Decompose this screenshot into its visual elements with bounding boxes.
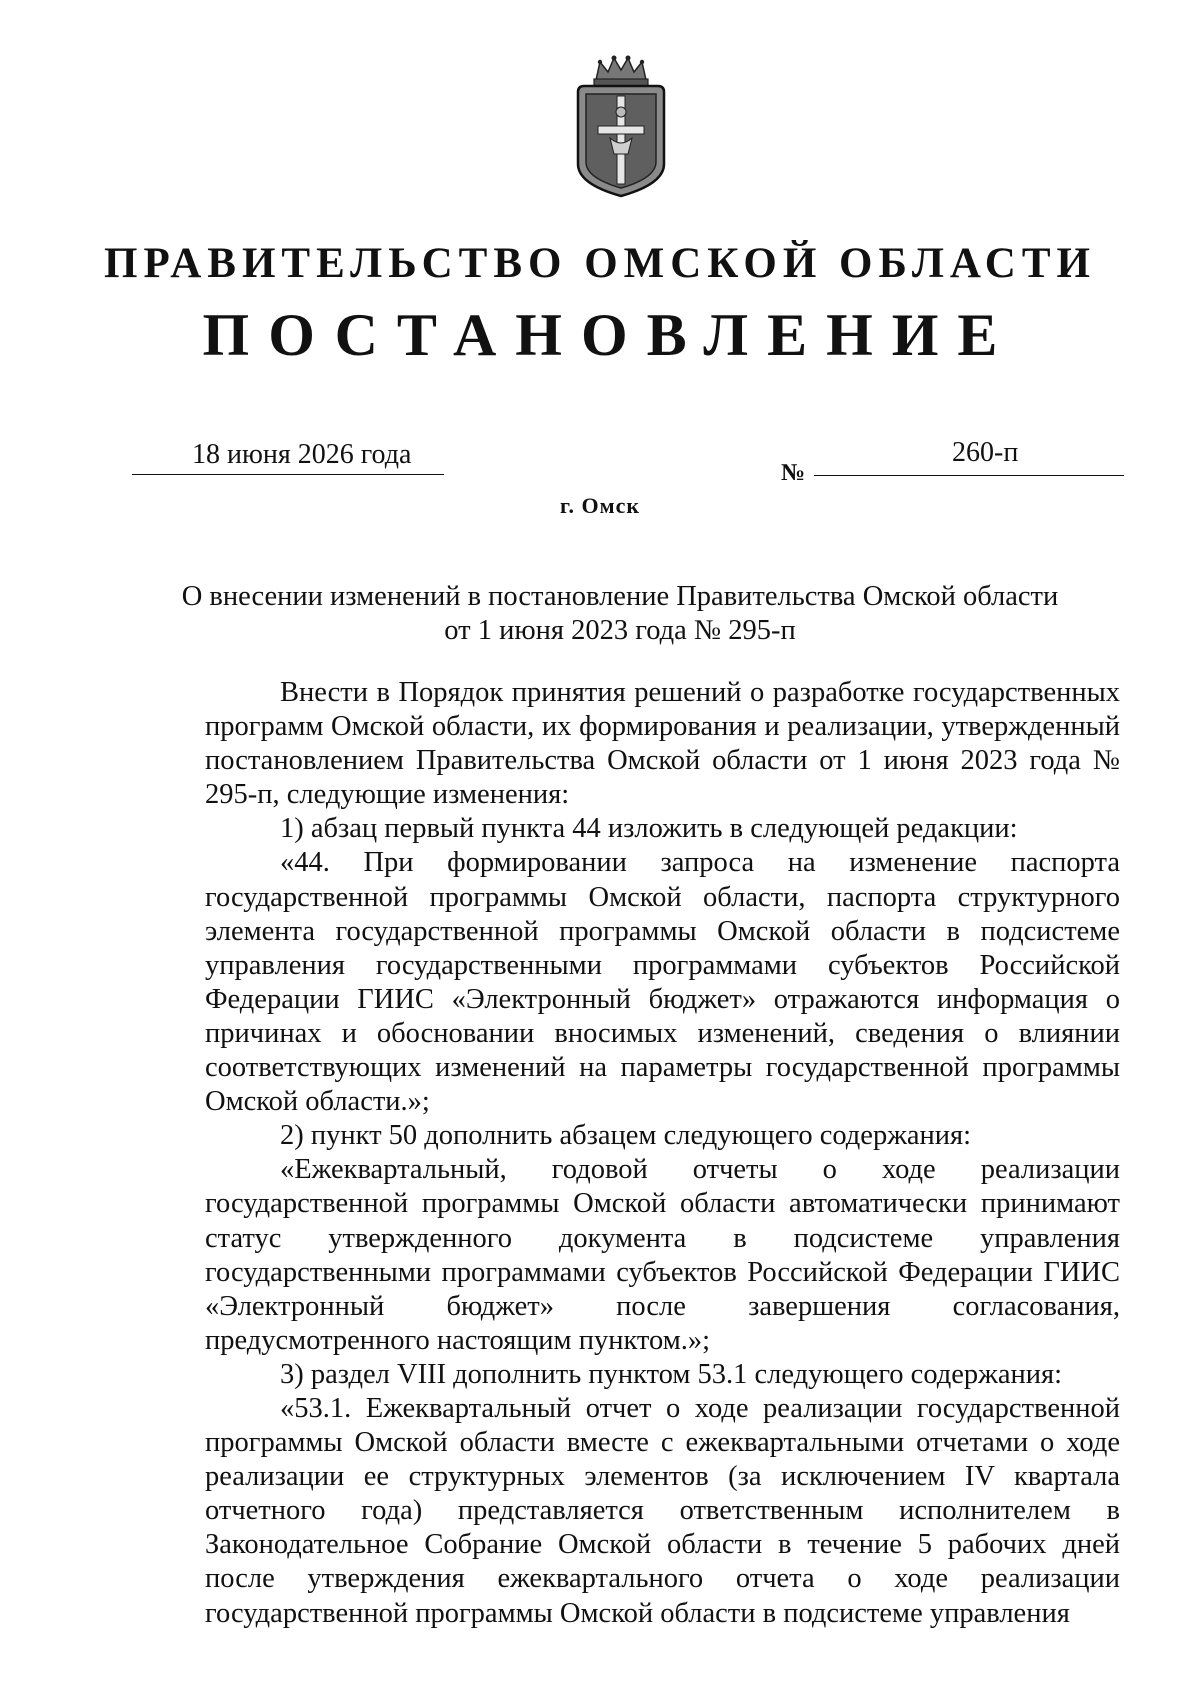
document-number: 260-п (952, 437, 1019, 468)
title-line-1: О внесении изменений в постановление Правительства Омской области (181, 581, 1059, 612)
number-underline (814, 475, 1124, 476)
body-paragraph: «44. При формировании запроса на изменение паспорта государственной программы Омской области, паспорта структурного элемента государственной программы Омской области в подсистеме управления государственными программами субъектов Российской Федерации ГИИС «Электронный бюджет» отражаются информация о причинах и обосновании вносимых изменений, сведения о влиянии соответствующих изменений на параметры государственной программы Омской области.»; (205, 847, 1120, 1118)
body-paragraph: 3) раздел VIII дополнить пунктом 53.1 следующего содержания: (280, 1358, 1063, 1390)
document-type: ПОСТАНОВЛЕНИЕ (202, 302, 1017, 368)
body-paragraph: «53.1. Ежеквартальный отчет о ходе реализации государственной программы Омской области вместе с ежеквартальными отчетами о ходе реализации ее структурных элементов (за исключением IV квартала отчетного года) представляется ответственным исполнителем в Законодательное Собрание Омской области в течение 5 рабочих дней после утверждения ежеквартального отчета о ходе реализации государственной программы Омской области в подсистеме управления (205, 1392, 1120, 1629)
coat-of-arms-icon (566, 52, 676, 200)
title-line-2: от 1 июня 2023 года № 295-п (444, 615, 796, 646)
body-paragraph: «Ежеквартальный, годовой отчеты о ходе реализации государственной программы Омской области автоматически принимают статус утвержденного документа в подсистеме управления государственными программами субъектов Российской Федерации ГИИС «Электронный бюджет» после завершения согласования, предусмотренного настоящим пунктом.»; (205, 1154, 1120, 1356)
number-sign: № (781, 460, 806, 486)
document-title (120, 580, 1120, 648)
document-body (205, 676, 1120, 1631)
city: г. Омск (559, 493, 641, 518)
organization-name: ПРАВИТЕЛЬСТВО ОМСКОЙ ОБЛАСТИ (104, 240, 1096, 287)
document-date: 18 июня 2026 года (192, 439, 412, 470)
body-paragraph: 2) пункт 50 дополнить абзацем следующего содержания: (280, 1120, 972, 1152)
body-paragraph: 1) абзац первый пункта 44 изложить в следующей редакции: (280, 813, 1018, 845)
body-paragraph: Внести в Порядок принятия решений о разработке государственных программ Омской области, их формирования и реализации, утвержденный постановлением Правительства Омской области от 1 июня 2023 года № 295-п, следующие изменения: (205, 677, 1120, 811)
date-underline (132, 474, 444, 475)
